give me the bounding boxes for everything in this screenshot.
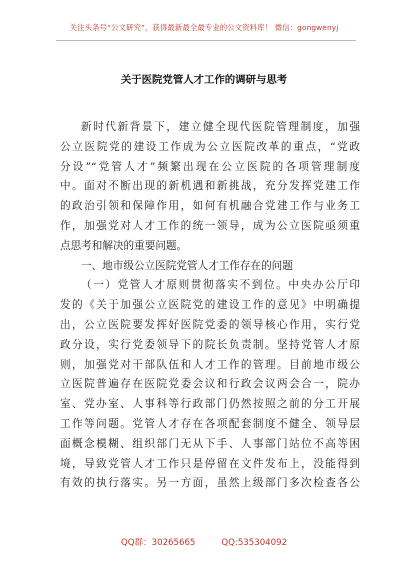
body-line: 工作等问题。党管人才存在各项配套制度不健全、领导层 [60,417,360,430]
page-title: 关于医院党管人才工作的调研与思考 [120,74,288,86]
body-line: 新时代新背景下，建立健全现代医院管理制度，加强 [81,121,360,133]
body-line: 立医院普遍存在医院党委会议和行政会议两会合一，院办 [60,378,360,391]
body-line: 室、党办室、人事科等行政部门仍然按照之前的分工开展 [60,398,360,411]
body-line: 发的《关于加强公立医院党的建设工作的意见》中明确提 [60,299,360,312]
body-line: 作，加强党对人才工作的统一领导，成为公立医院亟须重 [60,219,360,232]
body-line: 面概念模糊、组织部门无从下手、人事部门站位不高等困 [60,437,360,450]
body-line: （一）党管人才原则贯彻落实不到位。中央办公厅印 [81,279,360,292]
header-banner: 关注头条号“公文研究”，获得最新最全最专业的公文资料库！ 微信：gongwenyj [69,23,339,32]
body-line: 则，加强党对干部队伍和人才工作的管理。目前地市级公 [60,358,360,371]
body-line: 政分设，实行党委领导下的院长负责制。坚持党管人才原 [60,338,360,351]
section-heading: 一、地市级公立医院党管人才工作存在的问题 [81,259,293,272]
header-divider [56,40,356,41]
body-line: 出，公立医院要发挥好医院党委的领导核心作用，实行党 [60,318,360,331]
footer-qq-group: QQ群：30265665 [120,538,196,548]
body-line: 点思考和解决的重要问题。 [60,239,188,252]
body-line: 有效的执行落实。另一方面，虽然上级部门多次检查各公 [60,477,360,490]
body-line: 中。面对不断出现的新机遇和新挑战，充分发挥党建工作 [60,180,360,193]
body-line: 的政治引领和保障作用，如何有机融合党建工作与业务工 [60,200,360,213]
footer [0,536,408,548]
body-line: 境，导致党管人才工作只是停留在文件发布上，没能得到 [60,457,360,470]
body-line: 公立医院党的建设工作成为公立医院改革的重点，“党政 [60,140,360,153]
document-body [60,118,360,494]
footer-qq: QQ:535304092 [221,538,288,548]
body-line: 分设”“党管人才”频繁出现在公立医院的各项管理制度 [60,160,360,173]
